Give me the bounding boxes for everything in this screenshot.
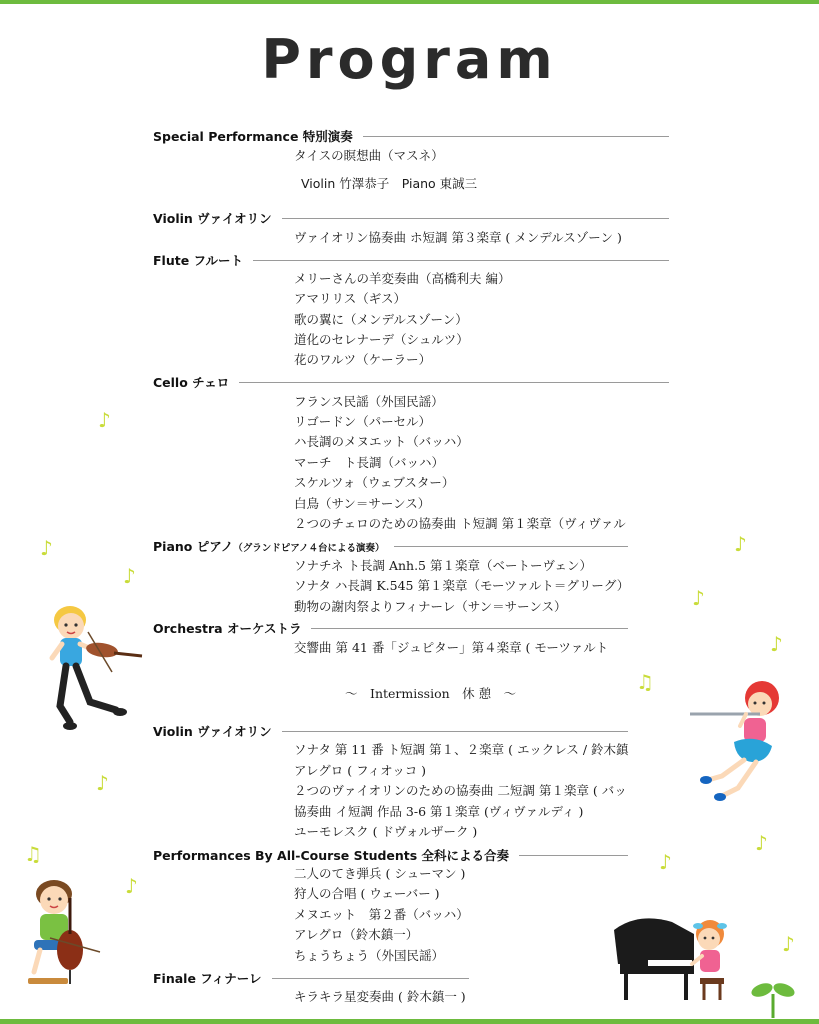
music-note-icon: ♪ — [659, 850, 672, 874]
program-item: ２つのチェロのための協奏曲 ト短調 第１楽章（ヴィヴァル — [294, 516, 626, 531]
page-title: Program — [261, 28, 558, 91]
program-item: ハ長調のメヌエット（バッハ） — [294, 434, 469, 449]
program-item: ソナチネ ト長調 Anh.5 第１楽章（ベートーヴェン） — [294, 558, 592, 573]
music-notes-icon: ♫ — [24, 842, 42, 866]
sprout-illustration — [748, 974, 798, 1020]
program-item: フランス民謡（外国民謡） — [294, 394, 444, 409]
program-item: 動物の謝肉祭よりフィナーレ（サン＝サーンス） — [294, 599, 567, 614]
program-item: キラキラ星変奏曲 ( 鈴木鎮一 ) — [294, 989, 466, 1004]
program-item: スケルツォ（ウェブスター） — [294, 475, 455, 490]
program-item: ちょうちょう（外国民謡） — [294, 948, 445, 963]
music-note-icon: ♪ — [770, 632, 783, 656]
program-item: 歌の翼に（メンデルスゾーン） — [294, 312, 468, 327]
section-heading-cello — [153, 372, 669, 392]
music-note-icon: ♪ — [734, 532, 747, 556]
program-item: マーチ ト長調（バッハ） — [294, 455, 445, 470]
section-label: Flute フルート — [153, 253, 244, 268]
section-rule — [282, 218, 669, 219]
program-item: 協奏曲 イ短調 作品 3-6 第１楽章 (ヴィヴァルディ ) — [294, 804, 584, 819]
music-note-icon: ♪ — [692, 586, 705, 610]
program-item: ソナタ 第 11 番 ト短調 第１、２楽章 ( エックレス / 鈴木鎮 — [294, 742, 629, 757]
section-label: Orchestra オーケストラ — [153, 621, 302, 636]
section-label — [153, 537, 394, 555]
program-item: アレグロ ( フィオッコ ) — [294, 763, 427, 778]
program-item: 道化のセレナーデ（シュルツ） — [294, 332, 469, 347]
section-label: Finale フィナーレ — [153, 971, 262, 986]
music-note-icon: ♪ — [96, 771, 109, 795]
music-note-icon: ♪ — [755, 831, 768, 855]
program-item: ヴァイオリン協奏曲 ホ短調 第３楽章 ( メンデルスゾーン ) — [294, 230, 622, 245]
section-heading-special-performance — [153, 126, 669, 146]
program-item: 二人のてき弾兵 ( シューマン ) — [294, 866, 466, 881]
section-label: Performances By All-Course Students 全科による合奏 — [153, 848, 510, 863]
section-rule — [282, 731, 628, 732]
section-heading-violin — [153, 208, 669, 228]
music-notes-icon: ♫ — [636, 670, 654, 694]
program-item: ２つのヴァイオリンのための協奏曲 二短調 第１楽章 ( バッ — [294, 783, 627, 798]
section-heading-all-course — [153, 845, 628, 865]
music-note-icon: ♪ — [40, 536, 53, 560]
music-note-icon: ♪ — [123, 564, 136, 588]
program-item: メヌエット 第２番（バッハ） — [294, 907, 469, 922]
intermission-text: ～ Intermission 休 憩 ～ — [345, 686, 517, 701]
section-label: Violin ヴァイオリン — [153, 724, 272, 739]
section-rule — [311, 628, 628, 629]
cello-boy-illustration — [14, 876, 124, 988]
section-heading-orchestra — [153, 618, 628, 638]
bottom-border — [0, 1019, 819, 1024]
section-heading-flute — [153, 250, 669, 270]
program-item: ソナタ ハ長調 K.545 第１楽章（モーツァルト＝グリーグ） — [294, 578, 630, 593]
program-item: 狩人の合唱 ( ウェーバー ) — [294, 886, 440, 901]
section-heading-violin-2 — [153, 721, 628, 741]
section-rule — [519, 855, 628, 856]
program-item: ユーモレスク ( ドヴォルザーク ) — [294, 824, 478, 839]
section-label: Violin ヴァイオリン — [153, 211, 272, 226]
piano-girl-illustration — [610, 908, 740, 1004]
section-rule — [272, 978, 469, 979]
section-rule — [253, 260, 669, 261]
music-note-icon: ♪ — [98, 408, 111, 432]
section-rule — [239, 382, 669, 383]
section-rule — [394, 546, 628, 547]
section-sublabel: （グランドピアノ４台による演奏） — [233, 543, 385, 554]
flute-girl-illustration — [682, 676, 794, 806]
section-heading-finale — [153, 968, 469, 988]
program-item: 花のワルツ（ケーラー） — [294, 352, 432, 367]
top-border — [0, 0, 819, 4]
section-label: Special Performance 特別演奏 — [153, 129, 353, 144]
section-rule — [363, 136, 669, 137]
program-item: アレグロ（鈴木鎮一） — [294, 927, 419, 942]
program-item: 交響曲 第 41 番「ジュピター」第４楽章 ( モーツァルト — [294, 640, 609, 655]
section-label: Cello チェロ — [153, 375, 230, 390]
program-item: タイスの瞑想曲（マスネ） — [294, 148, 444, 163]
program-item: メリーさんの羊変奏曲（高橋利夫 編） — [294, 271, 511, 286]
program-item: 白鳥（サン＝サーンス） — [294, 496, 431, 511]
section-label-main: Piano ピアノ — [153, 539, 234, 554]
violin-boy-illustration — [38, 598, 150, 740]
program-item: リゴードン（パーセル） — [294, 414, 432, 429]
music-note-icon: ♪ — [782, 932, 795, 956]
section-heading-piano — [153, 536, 628, 556]
program-item: アマリリス（ギス） — [294, 291, 407, 306]
music-note-icon: ♪ — [125, 874, 138, 898]
performers-line: Violin 竹澤恭子 Piano 東誠三 — [301, 176, 478, 191]
